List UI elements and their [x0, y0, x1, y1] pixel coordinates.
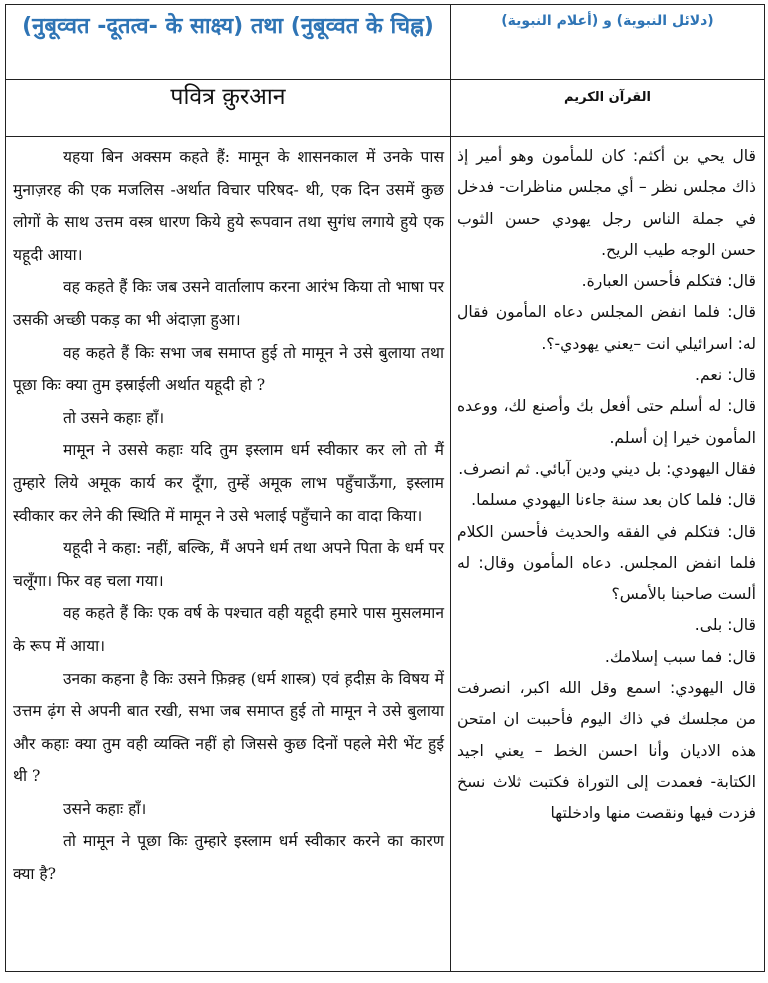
hindi-paragraph: वह कहते हैं किः एक वर्ष के पश्चात वही यहूदी हमारे पास मुसलमान के रूप में आया। [13, 604, 444, 655]
hindi-title: (नुबूव्वत -दूतत्व- के साक्ष्य) तथा (नुबूव्वत के चिह्न) [22, 14, 434, 39]
body-row [6, 137, 765, 972]
hindi-subheader: पवित्र क़ुरआन [170, 84, 286, 110]
hindi-paragraph: वह कहते हैं किः सभा जब समाप्त हुई तो मामून ने उसे बुलाया तथा पूछा किः क्या तुम इस्राईली अर्थात यहूदी हो ? [13, 343, 444, 395]
arabic-subheader: القرآن الكريم [564, 90, 651, 105]
arabic-paragraph: قال يحي بن أكثم: كان للمأمون وهو أمير إذ ذاك مجلس نظر – أي مجلس مناظرات- فدخل في جملة الناس رجل يهودي حسن الثوب حسن الوجه طيب الريح. [457, 147, 756, 259]
arabic-body-cell [451, 137, 765, 972]
subheader-row [6, 80, 765, 137]
hindi-title-cell [6, 5, 451, 80]
hindi-paragraph: मामून ने उससे कहाः यदि तुम इस्लाम धर्म स्वीकार कर लो तो मैं तुम्हारे लिये अमूक कार्य कर दूँगा, तुम्हें अमूक लाभ पहुँचाऊँगा, इस्लाम स्वीकार कर लेने की स्थिति में मामून ने उसे भलाई पहुँचाने का वादा किया। [13, 441, 444, 525]
arabic-subheader-cell [451, 80, 765, 137]
hindi-paragraph: उसने कहाः हाँ। [63, 799, 147, 818]
hindi-paragraph: यहया बिन अक्सम कहते हैं: मामून के शासनकाल में उनके पास मुनाज़रह की एक मजलिस -अर्थात विचार परिषद- थी, एक दिन उसमें कुछ लोगों के साथ उत्तम वस्त्र धारण किये हुये रूपवान तथा सुगंध लगाये हुये एक यहूदी आया। [13, 148, 444, 264]
arabic-title-cell [451, 5, 765, 80]
arabic-body [451, 137, 764, 830]
hindi-body-cell [6, 137, 451, 972]
arabic-paragraph: قال: فلما كان بعد سنة جاءنا اليهودي مسلما. [471, 491, 756, 510]
arabic-paragraph: قال: له أسلم حتى أفعل بك وأصنع لك، ووعده المأمون خيرا إن أسلم. [457, 397, 756, 447]
arabic-paragraph: فقال اليهودي: بل ديني ودين آبائي. ثم انصرف. [458, 459, 756, 478]
hindi-subheader-cell [6, 80, 451, 137]
hindi-paragraph: उनका कहना है किः उसने फ़िक़्ह (धर्म शास्त्र) एवं ह़दीस़ के विषय में उत्तम ढ़ंग से अपनी बात रखी, सभा जब समाप्त हुई तो मामून ने उसे बुलाया और कहाः क्या तुम वही व्यक्ति नहीं हो जिससे कुछ दिनों पहले मेरी भेंट हुई थी ? [13, 669, 444, 786]
arabic-paragraph: قال: بلى. [694, 616, 756, 635]
arabic-paragraph: قال: فتكلم فأحسن العبارة. [581, 272, 756, 291]
hindi-paragraph: वह कहते हैं किः जब उसने वार्तालाप करना आरंभ किया तो भाषा पर उसकी अच्छी पकड़ का भी अंदाज़ा हुआ। [13, 278, 444, 329]
bilingual-table [5, 4, 765, 972]
arabic-paragraph: قال اليهودي: اسمع وقل الله اكبر، انصرفت من مجلسك في ذاك اليوم فأحببت ان امتحن هذه الاديان وأنا احسن الخط – يعني اجيد الكتابة- فعمدت إلى التوراة فكتبت ثلاث نسخ فزدت فيها ونقصت منها وادخلتها [457, 679, 756, 823]
hindi-body [6, 137, 450, 971]
arabic-paragraph: قال: فما سبب إسلامك. [604, 647, 756, 666]
hindi-paragraph: यहूदी ने कहा: नहीं, बल्कि, मैं अपने धर्म तथा अपने पिता के धर्म पर चलूँगा। फिर वह चला गया। [13, 539, 444, 590]
arabic-paragraph: قال: فلما انفض المجلس دعاه المأمون فقال له: اسرائيلي انت –يعني يهودي-؟. [457, 303, 756, 353]
header-row [6, 5, 765, 80]
hindi-paragraph: तो उसने कहाः हाँ। [63, 408, 165, 427]
arabic-title: (دلائل النبوية) و (أعلام النبوية) [501, 13, 714, 29]
arabic-paragraph: قال: نعم. [695, 366, 756, 385]
arabic-paragraph: قال: فتكلم في الفقه والحديث فأحسن الكلام فلما انفض المجلس. دعاه المأمون وقال: له ألست صاحبنا بالأمس؟ [457, 522, 756, 604]
hindi-paragraph: तो मामून ने पूछा किः तुम्हारे इस्लाम धर्म स्वीकार करने का कारण क्या है? [13, 832, 444, 884]
